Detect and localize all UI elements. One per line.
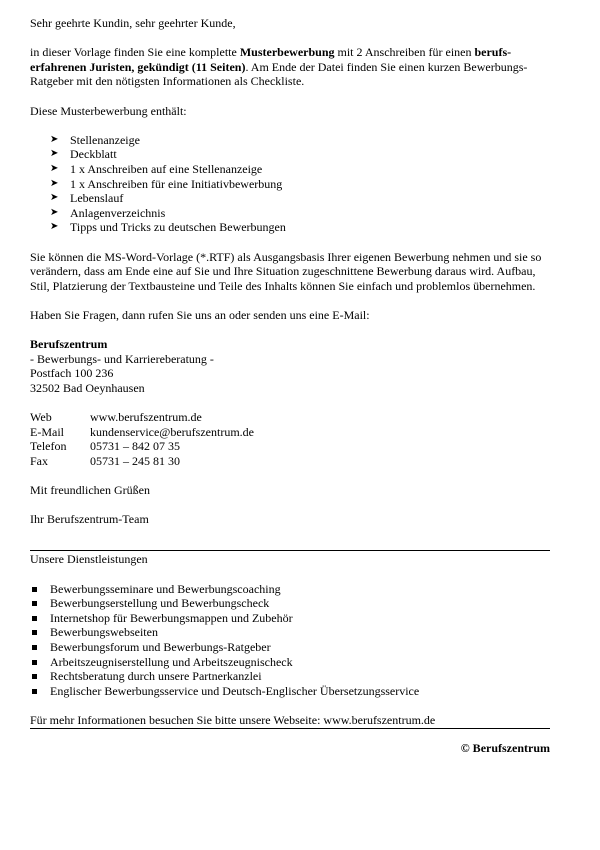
closing: Mit freundlichen Grüßen [30,483,150,497]
list-item: Internetshop für Bewerbungsmappen und Zubehör [30,611,550,626]
copyright: © Berufszentrum [460,740,550,755]
list-item: Bewerbungsseminare und Bewerbungscoaching [30,582,550,597]
services-heading: Unsere Dienstleistungen [30,552,148,567]
list-item: ➤ 1 x Anschreiben auf eine Stellenanzeige [50,161,263,176]
square-bullet-icon [32,587,37,592]
contact-fax: Fax 05731 – 245 81 30 [30,453,180,468]
company-subtitle: - Bewerbungs- und Karriereberatung - [30,351,214,366]
services-list [30,582,550,699]
list-item: ➤ Lebenslauf [50,191,124,206]
list-item: ➤ Anlagenverzeichnis [50,205,166,220]
arrow-bullet-icon: ➤ [50,133,59,145]
square-bullet-icon [32,616,37,621]
document-page [30,16,550,755]
company-postbox: Postfach 100 236 [30,366,114,381]
square-bullet-icon [32,689,37,694]
usage-paragraph: Sie können die MS-Word-Vorlage (*.RTF) als Ausgangsbasis Ihrer eigenen Bewerbung nehmen und sie so verändern, dass am Ende eine auf Sie und Ihre Situation zugeschnittene Bewerbung daraus wird. Aufbau, Stil, Platzierung der Textbausteine und Teile des Inhalts können Sie einfach und problemlos übernehmen. [30,249,542,293]
questions-paragraph: Haben Sie Fragen, dann rufen Sie uns an oder senden uns eine E-Mail: [30,307,370,322]
company-city: 32502 Bad Oeynhausen [30,380,145,395]
more-info: Für mehr Informationen besuchen Sie bitte unsere Webseite: www.berufszentrum.de [30,712,436,727]
arrow-bullet-icon: ➤ [50,221,59,233]
square-bullet-icon [32,645,37,650]
list-item: Arbeitszeugniserstellung und Arbeitszeugnischeck [30,655,550,670]
intro-bold-musterbewerbung: Musterbewerbung [239,45,335,60]
list-item: Bewerbungswebseiten [30,625,550,640]
email-link[interactable]: kundenservice@berufszentrum.de [90,424,254,439]
greeting: Sehr geehrte Kundin, sehr geehrter Kunde, [30,16,236,30]
arrow-bullet-icon: ➤ [50,148,59,160]
square-bullet-icon [32,601,37,606]
list-item: Bewerbungserstellung und Bewerbungscheck [30,596,550,611]
list-item: Bewerbungsforum und Bewerbungs-Ratgeber [30,640,550,655]
arrow-bullet-icon: ➤ [50,162,59,174]
arrow-bullet-icon: ➤ [50,206,59,218]
contents-heading: Diese Musterbewerbung enthält: [30,103,187,118]
arrow-bullet-icon: ➤ [50,192,59,204]
square-bullet-icon [32,674,37,679]
arrow-bullet-icon: ➤ [50,177,59,189]
list-item: Rechtsberatung durch unsere Partnerkanzlei [30,669,550,684]
list-item: ➤ Tipps und Tricks zu deutschen Bewerbungen [50,220,286,235]
list-item: ➤ Stellenanzeige [50,132,140,147]
intro-bold-jurist: berufs-erfahrenen Juristen, gekündigt (11 Seiten) [30,45,512,74]
web-link[interactable]: www.berufszentrum.de [90,410,202,425]
list-item: Englischer Bewerbungsservice und Deutsch-Englischer Übersetzungsservice [30,684,550,699]
contents-list [30,133,550,235]
list-item: ➤ 1 x Anschreiben für eine Initiativbewerbung [50,176,283,191]
signature: Ihr Berufszentrum-Team [30,512,149,527]
contact-web: Web www.berufszentrum.de [30,410,202,425]
square-bullet-icon [32,660,37,665]
intro-paragraph: in dieser Vorlage finden Sie eine komplette Musterbewerbung mit 2 Anschreiben für einen berufs-erfahrenen Juristen, gekündigt (11 Seiten). Am Ende der Datei finden Sie einen kurzen Bewerbungs-Ratgeber mit den nötigsten Informationen als Checkliste. [30,45,528,89]
company-name: Berufszentrum [30,337,108,352]
square-bullet-icon [32,630,37,635]
contact-phone: Telefon 05731 – 842 07 35 [30,439,180,454]
list-item: ➤ Deckblatt [50,147,117,162]
contact-email: E-Mail kundenservice@berufszentrum.de [30,424,254,439]
